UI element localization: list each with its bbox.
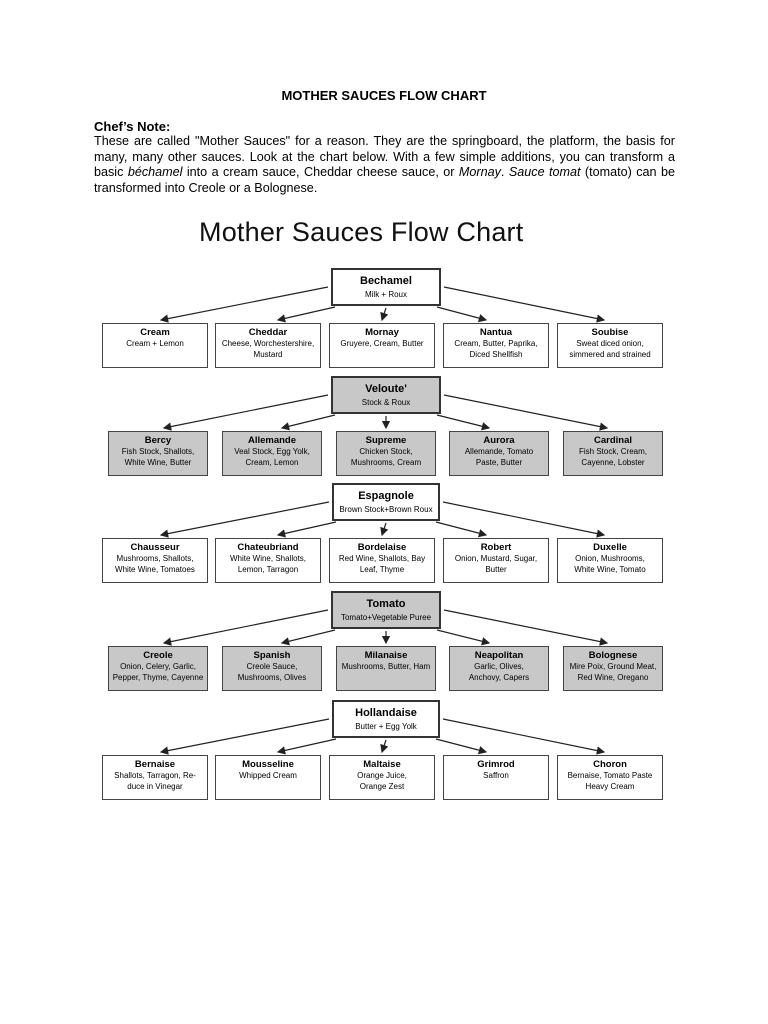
derivative-sauce-ingredients: Orange Juice,	[357, 771, 407, 780]
derivative-sauce-box	[449, 431, 549, 476]
derivative-sauce-name: Chateubriand	[237, 542, 299, 553]
derivative-sauce-name: Mornay	[365, 327, 399, 338]
derivative-sauce-box	[563, 431, 663, 476]
derivative-sauce-ingredients: Pepper, Thyme, Cayenne	[112, 672, 204, 682]
derivative-sauce-name: Cardinal	[593, 435, 632, 446]
mother-sauce-name: Hollandaise	[355, 707, 417, 719]
derivative-sauce-ingredients: Anchovy, Capers	[468, 672, 530, 682]
flow-arrow	[382, 740, 386, 752]
derivative-sauce-ingredients: Fish Stock, Shallots,	[121, 447, 195, 456]
mother-sauce-base: Butter + Egg Yolk	[355, 722, 417, 731]
derivative-sauce-name: Milanaise	[364, 650, 408, 661]
derivative-sauce-ingredients: Leaf, Thyme	[359, 564, 405, 574]
derivative-sauce-ingredients: Saffron	[483, 771, 509, 780]
derivative-sauce-box	[449, 646, 549, 691]
derivative-sauce-ingredients: Cream, Lemon	[245, 457, 299, 467]
derivative-sauce-name: Spanish	[253, 650, 291, 661]
derivative-sauce-ingredients: Cayenne, Lobster	[581, 457, 645, 467]
flow-arrow	[436, 739, 486, 752]
derivative-sauce-name: Choron	[593, 759, 627, 770]
derivative-sauce-box	[329, 538, 435, 583]
derivative-sauce-ingredients: Allemande, Tomato	[464, 447, 534, 456]
derivative-sauce-box	[102, 538, 208, 583]
mother-sauce-base: Brown Stock+Brown Roux	[339, 505, 433, 514]
note-text: These are called "Mother Sauces" for a reason. They are the springboard, the platform, the basis for many, many other sauces. Look at the chart below. With a few simple additions, you can transform a basic	[94, 134, 675, 179]
derivative-sauce-ingredients: Fish Stock, Cream,	[578, 447, 647, 456]
mother-sauce-box	[331, 591, 441, 629]
document-title: MOTHER SAUCES FLOW CHART	[281, 88, 487, 103]
derivative-sauce-ingredients: Mushrooms, Butter, Ham	[341, 662, 431, 671]
derivative-sauce-ingredients: White Wine, Tomato	[574, 564, 646, 574]
mother-sauce-box	[332, 483, 440, 521]
note-emphasis: Mornay	[458, 165, 501, 179]
derivative-sauce-name: Bolognese	[588, 650, 638, 661]
derivative-sauce-ingredients: Lemon, Tarragon	[237, 564, 299, 574]
derivative-sauce-ingredients: Chicken Stock,	[359, 447, 413, 456]
derivative-sauce-box	[557, 538, 663, 583]
derivative-sauce-ingredients: Red Wine, Shallots, Bay	[338, 554, 426, 563]
derivative-sauce-ingredients: Mushrooms, Shallots,	[116, 554, 194, 563]
derivative-sauce-box	[563, 646, 663, 691]
derivative-sauce-name: Bercy	[144, 435, 172, 446]
mother-sauce-name: Bechamel	[360, 275, 412, 287]
derivative-sauce-box	[215, 323, 321, 368]
derivative-sauce-ingredients: Creole Sauce,	[246, 662, 298, 671]
mother-sauce-box	[331, 268, 441, 306]
derivative-sauce-box	[443, 755, 549, 800]
note-text: (tomato) can be transformed into Creole or a Bolognese.	[94, 165, 675, 195]
chefs-note-heading: Chef’s Note:	[94, 119, 171, 134]
derivative-sauce-name: Mousseline	[242, 759, 294, 770]
derivative-sauce-ingredients: Diced Shellfish	[469, 349, 523, 359]
derivative-sauce-ingredients: White Wine, Shallots,	[229, 554, 307, 563]
derivative-sauce-box	[108, 646, 208, 691]
derivative-sauce-name: Creole	[143, 650, 173, 661]
flow-arrow	[278, 739, 336, 752]
mother-sauce-box	[332, 700, 440, 738]
flow-arrow	[278, 522, 336, 535]
derivative-sauce-name: Bordelaise	[357, 542, 407, 553]
derivative-sauce-ingredients: Gruyere, Cream, Butter	[340, 339, 424, 348]
derivative-sauce-name: Robert	[480, 542, 512, 553]
derivative-sauce-name: Neapolitan	[474, 650, 524, 661]
derivative-sauce-box	[443, 538, 549, 583]
derivative-sauce-ingredients: simmered and strained	[569, 349, 651, 359]
derivative-sauce-box	[222, 646, 322, 691]
mother-sauce-name: Espagnole	[358, 490, 414, 502]
flow-arrow	[437, 415, 489, 428]
mother-sauce-box	[331, 376, 441, 414]
derivative-sauce-name: Aurora	[483, 435, 515, 446]
derivative-sauce-ingredients: Cream, Butter, Paprika,	[454, 339, 538, 348]
derivative-sauce-box	[215, 538, 321, 583]
derivative-sauce-ingredients: Paste, Butter	[475, 457, 523, 467]
derivative-sauce-ingredients: Sweat diced onion,	[576, 339, 644, 348]
derivative-sauce-name: Grimrod	[477, 759, 515, 770]
derivative-sauce-box	[329, 323, 435, 368]
note-text: .	[500, 165, 509, 179]
derivative-sauce-box	[102, 755, 208, 800]
flow-arrow	[278, 307, 335, 320]
flow-arrow	[436, 522, 486, 535]
flow-arrow	[437, 307, 486, 320]
flow-arrow	[382, 523, 386, 535]
derivative-sauce-box	[329, 755, 435, 800]
derivative-sauce-ingredients: White Wine, Tomatoes	[115, 564, 195, 574]
derivative-sauce-box	[102, 323, 208, 368]
note-emphasis: béchamel	[127, 165, 183, 179]
chart-title: Mother Sauces Flow Chart	[199, 217, 524, 247]
derivative-sauce-ingredients: Onion, Mustard, Sugar,	[454, 554, 538, 563]
derivative-sauce-name: Supreme	[365, 435, 407, 446]
derivative-sauce-ingredients: Whipped Cream	[239, 771, 297, 780]
derivative-sauce-ingredients: Shallots, Tarragon, Re-	[114, 771, 196, 780]
derivative-sauce-ingredients: Onion, Celery, Garlic,	[120, 662, 196, 671]
derivative-sauce-name: Nantua	[479, 327, 513, 338]
derivative-sauce-box	[336, 431, 436, 476]
derivative-sauce-ingredients: White Wine, Butter	[124, 457, 192, 467]
derivative-sauce-name: Cheddar	[248, 327, 288, 338]
flow-arrow	[282, 415, 335, 428]
flow-arrow	[382, 308, 386, 320]
derivative-sauce-name: Soubise	[591, 327, 629, 338]
derivative-sauce-ingredients: Butter	[485, 564, 507, 574]
derivative-sauce-ingredients: Mire Poix, Ground Meat,	[569, 662, 657, 671]
derivative-sauce-box	[215, 755, 321, 800]
derivative-sauce-name: Allemande	[247, 435, 297, 446]
derivative-sauce-box	[557, 323, 663, 368]
derivative-sauce-ingredients: Orange Zest	[359, 781, 405, 791]
mother-sauce-base: Milk + Roux	[364, 290, 407, 299]
derivative-sauce-ingredients: Cheese, Worchestershire,	[221, 339, 315, 348]
mother-sauce-name: Tomato	[366, 598, 406, 610]
derivative-sauce-name: Bernaise	[134, 759, 176, 770]
flow-arrow	[437, 630, 489, 643]
flow-arrow	[161, 287, 328, 320]
derivative-sauce-ingredients: Bernaise, Tomato Paste	[567, 771, 653, 780]
note-emphasis: Sauce tomat	[508, 165, 581, 179]
derivative-sauce-ingredients: Onion, Mushrooms,	[575, 554, 645, 563]
derivative-sauce-box	[108, 431, 208, 476]
derivative-sauce-name: Chausseur	[130, 542, 180, 553]
mother-sauce-base: Tomato+Vegetable Puree	[340, 613, 432, 622]
derivative-sauce-name: Duxelle	[593, 542, 627, 553]
derivative-sauce-box	[336, 646, 436, 691]
derivative-sauce-ingredients: Heavy Cream	[585, 781, 635, 791]
derivative-sauce-ingredients: Mushrooms, Olives	[237, 672, 307, 682]
derivative-sauce-ingredients: duce in Vinegar	[127, 781, 183, 791]
derivative-sauce-box	[443, 323, 549, 368]
derivative-sauce-ingredients: Mushrooms, Cream	[350, 457, 422, 467]
flow-arrow	[161, 502, 329, 535]
derivative-sauce-ingredients: Garlic, Olives,	[474, 662, 524, 671]
mother-sauce-base: Stock & Roux	[361, 398, 411, 407]
derivative-sauce-ingredients: Red Wine, Oregano	[577, 672, 649, 682]
derivative-sauce-name: Maltaise	[363, 759, 401, 770]
derivative-sauce-name: Cream	[140, 327, 170, 338]
mother-sauce-name: Veloute'	[365, 383, 407, 395]
derivative-sauce-ingredients: Mustard	[253, 349, 283, 359]
derivative-sauce-box	[222, 431, 322, 476]
derivative-sauce-ingredients: Cream + Lemon	[126, 339, 184, 348]
note-text: into a cream sauce, Cheddar cheese sauce, or	[182, 165, 459, 179]
flow-arrow	[161, 719, 329, 752]
derivative-sauce-box	[557, 755, 663, 800]
derivative-sauce-ingredients: Veal Stock, Egg Yolk,	[234, 447, 310, 456]
flow-arrow	[282, 630, 335, 643]
